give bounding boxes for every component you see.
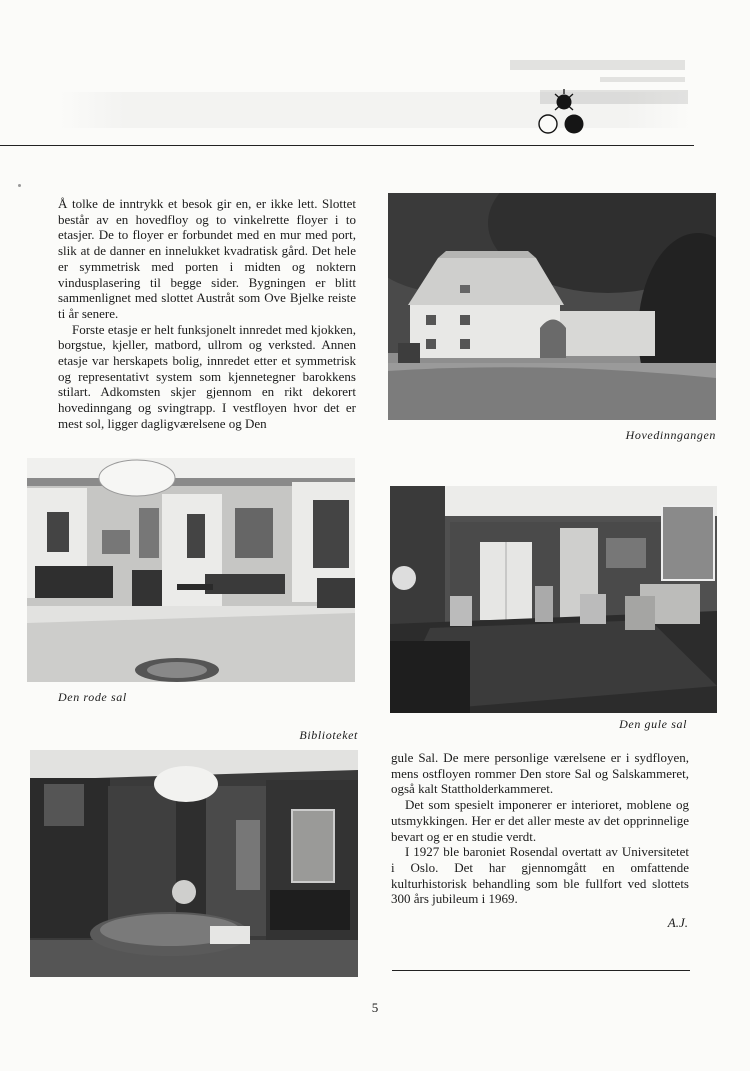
paragraph: Å tolke de inntrykk et besok gir en, er ikke lett. Slottet består av en hovedfloy og to vinkelrette floyer i to etasjer. De to floyer er forbundet med en mur med port, slik at de danner en innelukket kvadratisk gård. Det hele er symmetrisk med porten i midten og noktern vindusplasering til begge sider. Bygningen er blitt sammenlignet med slottet Austråt som Ove Bjelke reiste ti år senere. bbox=[58, 196, 356, 321]
photo-yellow-hall bbox=[390, 486, 717, 713]
paragraph: gule Sal. De mere personlige værelsene er i sydfloyen, mens ostfloyen rommer Den store Sal og Salskammeret, også kalt Stattholderkammeret. bbox=[391, 750, 689, 797]
caption-library: Biblioteket bbox=[299, 728, 358, 742]
caption-entrance: Hovedinngangen bbox=[625, 428, 716, 442]
photo-entrance bbox=[388, 193, 716, 420]
article-right-column bbox=[391, 750, 689, 907]
photo-library bbox=[30, 750, 358, 977]
photo-red-hall bbox=[27, 458, 355, 682]
logo-circles-icon bbox=[536, 88, 588, 136]
caption-red-hall: Den rode sal bbox=[58, 690, 127, 704]
article-left-column bbox=[58, 196, 356, 432]
show-through-ghost bbox=[500, 55, 690, 135]
page-number: 5 bbox=[371, 1000, 379, 1015]
paragraph: I 1927 ble baroniet Rosendal overtatt av Universitetet i Oslo. Det har gjennomgått en omfattende kulturhistorisk behandling som ble fullfort ved slottets 300 års jubileum i 1969. bbox=[391, 844, 689, 907]
header-rule bbox=[0, 145, 694, 146]
margin-speck bbox=[18, 184, 21, 187]
paragraph: Forste etasje er helt funksjonelt innredet med kjokken, borgstue, kjeller, matbord, ullrom og verksted. Annen etasje var herskapets bolig, innredet etter et symmetrisk og representativt system som kjennetegner barokkens stilart. Adkomsten skjer gjennom en rikt dekorert hovedinngang og svingtrapp. I vestfloyen hvor det er mest sol, ligger dagligværelsene og Den bbox=[58, 321, 356, 431]
footer-rule bbox=[392, 970, 690, 971]
author-signature: A.J. bbox=[667, 915, 688, 930]
caption-yellow-hall: Den gule sal bbox=[619, 717, 687, 731]
paragraph: Det som spesielt imponerer er interioret, moblene og utsmykkingen. Her er det aller meste av det opprinnelige bevart og er en studie verdt. bbox=[391, 797, 689, 844]
